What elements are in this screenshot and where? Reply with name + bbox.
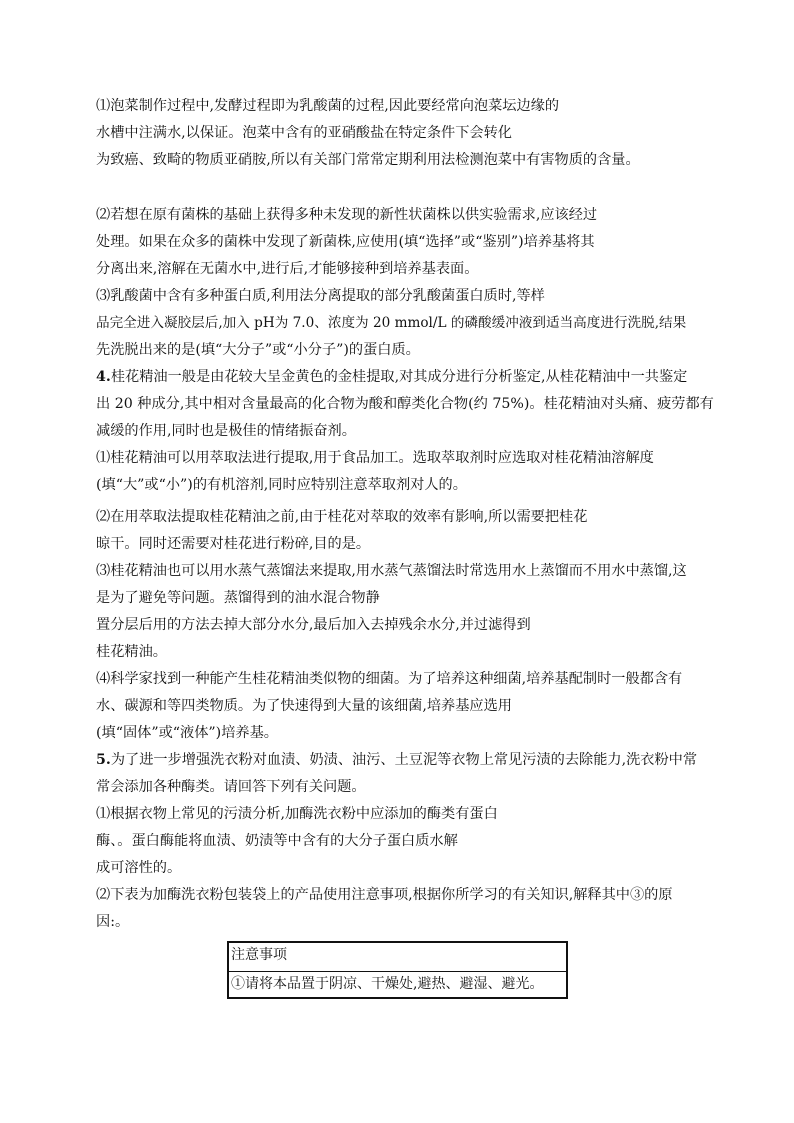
q4-p3-line1	[96, 561, 708, 581]
q4-p1-line2	[96, 475, 708, 497]
q5-p2-line2	[96, 912, 708, 934]
text: 的方法去掉大部分水分,最后加入	[166, 617, 371, 633]
q3-p1-line3	[96, 150, 708, 172]
q4-p4-line2	[96, 696, 708, 718]
text: (填“固体”或“液体”)培养基。	[96, 725, 278, 741]
notes-table	[227, 941, 568, 999]
text: 等问题。蒸馏得到的油水混合物静	[166, 590, 380, 606]
text: 水槽中注满水,以保证	[96, 125, 229, 141]
q5-p1-line3	[96, 858, 708, 880]
q3-p3-line2	[96, 313, 708, 333]
q4-intro-line3	[96, 421, 708, 441]
text: 置分层后用	[96, 617, 167, 633]
q3-p3-line1	[96, 286, 708, 308]
text: ⑵在用萃取法提取桂花精油之前,由于桂花	[96, 509, 356, 525]
text: 为了进一步增强洗衣粉对血渍、奶渍、油污、土豆泥等衣物上常见污渍的去除能力,洗衣粉中常	[110, 752, 698, 768]
q5-intro-line2	[96, 777, 708, 797]
text: 桂花精油。	[96, 644, 167, 660]
text: 法检测泡菜中有害物质的含量。	[441, 152, 640, 168]
q4-p2-line1	[96, 507, 708, 529]
q5-p2-line1	[96, 885, 708, 905]
text: 。	[166, 860, 182, 876]
text: 品完全进入凝胶层后,加入 pH为 7.0、浓度为 20 mmol/L 的磷酸缓冲液到适当高度进行洗脱,结果	[96, 315, 687, 331]
question-number: 4.	[96, 369, 111, 385]
q5-p1-line2	[96, 831, 708, 853]
text: 水、碳源和	[96, 698, 167, 714]
text: 后,才能够接种到培养基表面。	[289, 261, 479, 277]
text: 先洗脱出来的是	[96, 342, 196, 358]
text: ⑴根据衣物上常见的污渍分析,加酶洗衣粉中应添加的酶类有蛋白	[96, 806, 498, 822]
q3-p2-line2	[96, 232, 708, 254]
q5-intro-line1	[96, 750, 708, 770]
notes-divider	[229, 971, 566, 972]
text: 。蛋白酶能将血渍、奶渍等中含有的大分子蛋白质水解	[117, 833, 458, 849]
text: 出 20 种成分,其中相对含量最高的化合物为酸和醇类化合物(约 75%)。桂花精油对头痛、疲劳都有	[96, 396, 714, 412]
text: 桂花精油一般是由花较大呈金黄色的金桂提取,对其成分进行分析鉴定,从桂花精油中一共鉴定	[110, 369, 688, 385]
q4-p1-line1	[96, 448, 708, 470]
text: 是为了避免	[96, 590, 167, 606]
q3-p2-line3	[96, 259, 708, 281]
q4-intro-line1	[96, 367, 708, 387]
text: 晾干。同时还需要对桂花进行粉碎,目的是	[96, 536, 356, 552]
q5-p1-line1	[96, 804, 708, 824]
text: 因:	[96, 914, 115, 930]
text: 对萃取的效率有影响,所以需要把桂花	[355, 509, 588, 525]
q4-p3-line4	[96, 642, 708, 662]
text: ⑷科学家找到一种能产生桂花精油类似物的细菌。为了培养这种细菌,培养基配制时一般都含有	[96, 671, 683, 687]
text: 分离出来,溶解在无菌水中,进行	[96, 261, 290, 277]
text: 常会添加各种酶类。请回答下列有关问题。	[96, 779, 366, 795]
text: (填“大”或“小”)的有机溶剂,同时应特别注意萃取剂对人的	[96, 477, 453, 493]
q4-intro-line2	[96, 394, 714, 414]
q3-p3-line3	[96, 340, 708, 362]
text: ⑵若想在原有菌株的基础上获得多种未发现的新性状菌株以供实验需求,应该经过	[96, 207, 598, 223]
question-number: 5.	[96, 752, 111, 768]
text: 减缓的作用,同时也是极佳的情绪振奋剂。	[96, 423, 356, 439]
text: 处理。如果在众多的菌株中发现了新菌株,应使用	[96, 234, 399, 250]
text: (填“大分子”或“小分子”)的蛋白质。	[195, 342, 420, 358]
q4-p3-line3	[96, 615, 708, 637]
q4-p2-line2	[96, 534, 708, 556]
text: 为致癌、致畸的物质亚硝胺,所以有关部门常常定期利用	[96, 152, 442, 168]
text: (填“选择”或“鉴别”)培养基将其	[398, 234, 595, 250]
text: 。	[452, 477, 467, 493]
text: 等四类物质。为了快速得到大量的该细菌,培养基应选用	[166, 698, 512, 714]
notes-title: 注意事项	[231, 947, 287, 963]
text: 法分离提取的部分乳酸菌蛋白质时,等样	[299, 288, 545, 304]
text: 。	[114, 914, 130, 930]
notes-item-1: ①请将本品置于阴凉、干燥处,避热、避湿、避光。	[231, 976, 544, 992]
text: ⑴桂花精油可以用萃取法进行提取,用于食品加工。选取萃取剂时应选取对桂花精油溶解度	[96, 450, 654, 466]
text: 过程,因此要经常向泡菜坛边缘的	[355, 98, 560, 114]
text: ⑶乳酸菌中含有多种蛋白质,利用	[96, 288, 300, 304]
text: 。	[355, 536, 371, 552]
q3-p1-line2	[96, 123, 708, 145]
q4-p4-line1	[96, 669, 708, 689]
q3-p2-line1	[96, 205, 708, 227]
text: ⑶桂花精油也可以用水蒸气蒸馏法来提取,用水蒸气蒸馏法时常选用水上蒸馏而不用水中蒸馏,这	[96, 563, 687, 579]
q3-p1-line1	[96, 96, 708, 118]
text: 成可溶性的	[96, 860, 167, 876]
text: ⑴泡菜制作过程中,发酵过程即为乳酸菌的	[96, 98, 356, 114]
q4-p3-line2	[96, 588, 708, 610]
text: 去掉残余水分,并过滤得到	[370, 617, 531, 633]
text: ⑵下表为加酶洗衣粉包装袋上的产品使用注意事项,根据你所学习的有关知识,解释其中③的原	[96, 887, 673, 903]
q4-p4-line3	[96, 723, 708, 743]
text: 酶、	[96, 833, 118, 849]
text: 。泡菜中含有的亚硝酸盐在特定条件下会转化	[228, 125, 512, 141]
